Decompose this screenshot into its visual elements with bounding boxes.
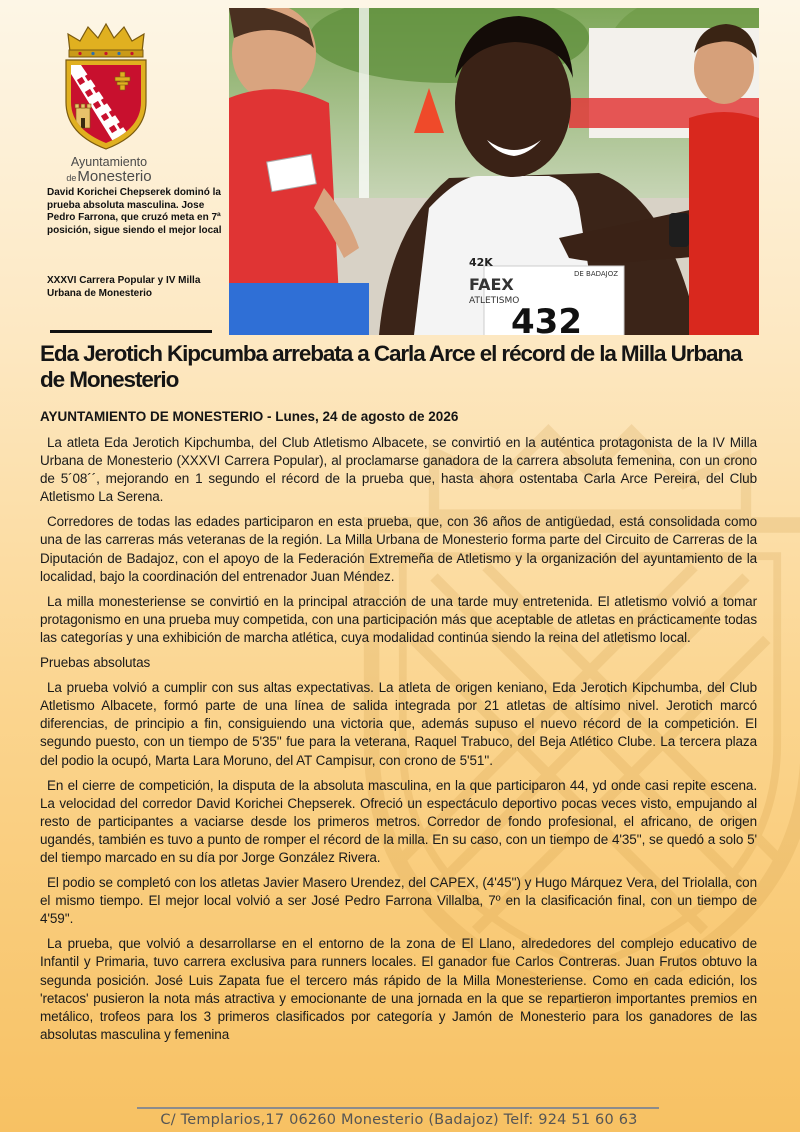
footer-address: C/ Templarios,17 06260 Monesterio (Badajoz) Telf: 924 51 60 63 <box>160 1112 638 1128</box>
vest-brand-text: 42K <box>469 256 493 269</box>
article-paragraph: Corredores de todas las edades participaron en esta prueba, que, con 36 años de antigüedad, está consolidada como una de las carreras más veteranas de la región. La Milla Urbana de Monesterio forma parte del Circuito de Carreras de la Diputación de Badajoz, con el apoyo de la Federación Extremeña de Atletismo y la organización del ayuntamiento de la localidad, bajo la coordinación del entrenador Juan Méndez. <box>40 514 757 584</box>
footer-divider <box>137 1107 659 1109</box>
organization-name-line1: Ayuntamiento <box>70 155 148 169</box>
article-subheading: Pruebas absolutas <box>40 655 151 671</box>
article-body <box>40 434 757 1051</box>
organization-name-line3: Monesterio <box>77 167 152 185</box>
article-headline: Eda Jerotich Kipcumba arrebata a Carla Arce el récord de la Milla Urbana de Monesterio <box>40 341 742 392</box>
article-paragraph: En el cierre de competición, la disputa de la absoluta masculina, en la que participaron 44, yd onde casi repite escena. La velocidad del corredor David Korichei Chepserek. Ofreció un espectáculo deportivo pocas veces visto, empujando al resto de participantes a vaciarse desde los primeros metros. Corredor de fondo profesional, el africano, de origen ugandés, también es tuvo a punto de romper el récord de la milla. En su caso, con un tiempo de 4'35'', se quedó a solo 5' del tiempo marcado en su día por Jorge González Rivera. <box>40 777 757 865</box>
event-series-label: XXXVI Carrera Popular y IV Milla Urbana de Monesterio <box>47 275 201 299</box>
organization-name <box>54 156 164 185</box>
article-paragraph: La atleta Eda Jerotich Kipchumba, del Club Atletismo Albacete, se convirtió en la auténtica protagonista de la IV Milla Urbana de Monesterio (XXXVI Carrera Popular), al proclamarse ganadora de la carrera absoluta femenina, con un crono de 5´08´´, mejorando en 1 segundo el récord de la prueba que, hasta ahora ostentaba Carla Arce Pereira, del Club Atletismo La Serena. <box>40 435 757 505</box>
article-paragraph: La milla monesteriense se convirtió en la principal atracción de una tarde muy entretenida. El atletismo volvió a tomar protagonismo en una prueba muy competida, con una participación más que aceptable de atletas en prácticamente todas las categorías y una exhibición de marcha atlética, cuya modalidad continúa siendo la reina del atletismo local. <box>40 593 757 645</box>
bib-sponsor-text: DE BADAJOZ <box>574 270 619 278</box>
organization-name-line2: de <box>66 172 77 183</box>
article-paragraph: El podio se completó con los atletas Javier Masero Urendez, del CAPEX, (4'45'') y Hugo Márquez Vera, del Triolalla, con el mismo tiempo. El mejor local volvió a ser José Pedro Farrona Villalba, 7º en la clasificación final, con un tiempo de 4'59''. <box>40 875 757 927</box>
athlete-photo <box>229 8 759 335</box>
bib-sub-text: ATLETISMO <box>469 296 520 306</box>
coat-of-arms-icon <box>56 22 156 152</box>
sidebar-divider <box>50 330 212 333</box>
photo-caption: David Korichei Chepserek dominó la prueba absoluta masculina. Jose Pedro Farrona, que cruzó meta en 7ª posición, sigue siendo el mejor local <box>47 187 222 236</box>
article-paragraph: La prueba volvió a cumplir con sus altas expectativas. La atleta de origen keniano, Eda Jerotich Kipchumba, del Club Atletismo Albacete, formó parte de una línea de salida integrada por 21 atletas de altísimo nivel. Jerotich marcó diferencias, de principio a fin, consiguiendo una victoria que, además supuso el nuevo récord de la competición. El segundo puesto, con un tiempo de 5'35'' fue para la veterana, Raquel Trabuco, del Beja Atlético Clube. La tercera plaza del podio la ocupó, Marta Lara Moruno, del AT Campisur, con crono de 5'51''. <box>40 680 757 768</box>
bib-number: 432 <box>511 302 582 335</box>
article-paragraph: La prueba, que volvió a desarrollarse en el entorno de la zona de El Llano, alrededores del complejo educativo de Infantil y Primaria, tuvo carrera exclusiva para runners locales. El ganador fue Carlos Contreras. Juan Frutos obtuvo la segunda posición. José Luis Zapata fue el tercero más rápido de la Milla Monesteriense. Como en cada edición, los 'retacos' pusieron la nota más atractiva y emocionante de una jornada en la que se repartieron importantes premios en metálico, trofeos para los 3 primeros clasificados por categoría y Jamón de Monesterio para los ganadores de las absolutas masculina y femenina <box>40 936 757 1042</box>
article-byline: AYUNTAMIENTO DE MONESTERIO - Lunes, 24 de agosto de 2026 <box>40 409 459 424</box>
bib-brand-text: FAEX <box>469 275 514 294</box>
